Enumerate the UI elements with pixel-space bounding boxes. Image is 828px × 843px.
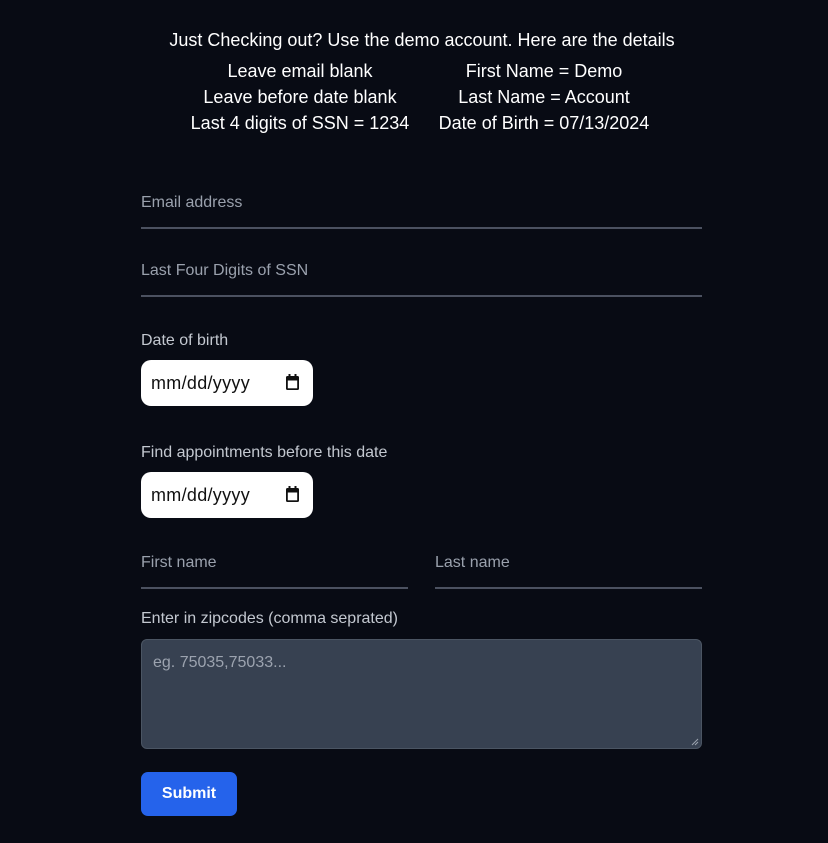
ssn-label: Last Four Digits of SSN	[141, 262, 309, 279]
dob-label: Date of birth	[141, 332, 229, 349]
before-date-label: Find appointments before this date	[141, 444, 388, 461]
demo-left-line: Last 4 digits of SSN = 1234	[190, 113, 410, 133]
first-name-field[interactable]	[141, 545, 408, 589]
ssn-input[interactable]	[141, 253, 702, 293]
submit-button[interactable]: Submit	[141, 772, 237, 816]
email-input[interactable]	[141, 185, 702, 225]
email-field[interactable]	[141, 185, 702, 229]
dob-date-value: mm/dd/yyyy	[151, 373, 251, 393]
demo-right-line: Last Name = Account	[458, 87, 630, 107]
calendar-icon[interactable]	[286, 486, 299, 502]
first-name-label: First name	[141, 554, 217, 571]
ssn-field[interactable]	[141, 253, 702, 297]
zipcodes-placeholder: eg. 75035,75033...	[153, 654, 287, 671]
calendar-icon[interactable]	[286, 374, 299, 390]
demo-heading: Just Checking out? Use the demo account. Here are the details	[169, 30, 675, 50]
demo-left-line: Leave email blank	[227, 61, 373, 81]
before-date-value: mm/dd/yyyy	[151, 485, 251, 505]
demo-right-line: First Name = Demo	[465, 61, 623, 81]
demo-left-line: Leave before date blank	[203, 87, 397, 107]
last-name-input[interactable]	[435, 545, 702, 585]
zipcodes-textarea[interactable]	[141, 639, 702, 749]
email-label: Email address	[141, 194, 243, 211]
before-date-input[interactable]	[141, 472, 313, 518]
zipcodes-label: Enter in zipcodes (comma seprated)	[141, 610, 398, 627]
demo-right-line: Date of Birth = 07/13/2024	[438, 113, 650, 133]
last-name-label: Last name	[435, 554, 510, 571]
resize-handle-icon[interactable]	[691, 738, 699, 746]
first-name-input[interactable]	[141, 545, 408, 585]
last-name-field[interactable]	[435, 545, 702, 589]
dob-date-input[interactable]	[141, 360, 313, 406]
